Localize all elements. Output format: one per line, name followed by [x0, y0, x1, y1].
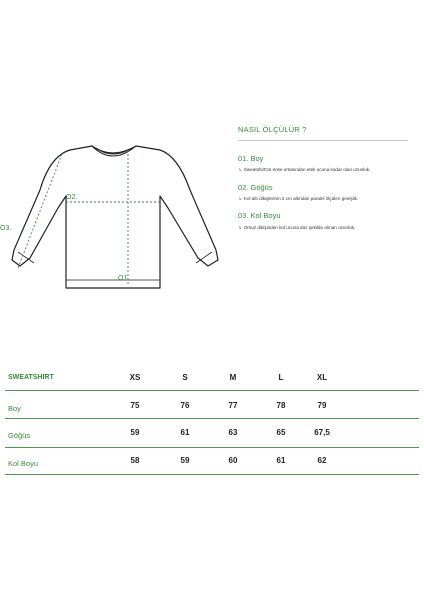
table-cell: 77: [228, 401, 238, 410]
row-label-kol-boyu: Kol Boyu: [8, 459, 39, 468]
table-cell: 59: [180, 456, 190, 465]
table-rule: [5, 447, 419, 448]
collar: [92, 146, 136, 156]
arrow-icon: ↳: [238, 167, 242, 172]
row-label-boy: Boy: [8, 404, 21, 413]
sweatshirt-diagram: [0, 120, 230, 310]
label-01: O1.: [118, 275, 130, 282]
measure-gogus-title: 02. Göğüs: [238, 183, 273, 192]
label-02: O2.: [66, 194, 78, 201]
table-rule: [5, 418, 419, 419]
table-cell: 58: [130, 456, 140, 465]
arrow-icon: ↳: [238, 225, 242, 230]
table-header-label: SWEATSHIRT: [8, 374, 54, 381]
size-m: M: [229, 373, 237, 382]
table-cell: 76: [180, 401, 190, 410]
table-cell: 60: [228, 456, 238, 465]
table-cell: 61: [276, 456, 286, 465]
size-s: S: [182, 373, 188, 382]
table-cell: 65: [276, 428, 286, 437]
measure-boy-desc: ↳ Sweatshirt'ün ense ortasından etek ucuna kadar olan uzunluk.: [238, 167, 371, 172]
howto-divider: [238, 140, 408, 141]
kol-measure-line: [18, 154, 62, 268]
measure-boy-title: 01. Boy: [238, 154, 264, 163]
size-l: L: [278, 373, 284, 382]
arrow-icon: ↳: [238, 196, 242, 201]
howto-title: NASIL ÖLÇÜLÜR ?: [238, 125, 307, 134]
table-cell: 59: [130, 428, 140, 437]
table-cell: 63: [228, 428, 238, 437]
table-cell: 75: [130, 401, 140, 410]
table-cell: 61: [180, 428, 190, 437]
table-cell: 67,5: [314, 428, 330, 437]
table-cell: 78: [276, 401, 286, 410]
label-03: O3.: [0, 225, 12, 232]
measure-kol-title: 03. Kol Boyu: [238, 211, 281, 220]
measure-kol-desc: ↳ Omuz dikişinden kol ucuna düz şekilde alınan uzunluk.: [238, 225, 356, 230]
size-xs: XS: [129, 373, 141, 382]
table-cell: 79: [317, 401, 327, 410]
table-rule: [5, 474, 419, 475]
table-rule: [5, 390, 419, 391]
right-cuff: [196, 252, 212, 263]
size-xl: XL: [316, 373, 328, 382]
row-label-gogus: Göğüs: [8, 431, 31, 440]
measure-gogus-desc: ↳ Kol altı dikişlerinin 2 cm altından paralel ölçülen genişlik.: [238, 196, 359, 201]
table-cell: 62: [317, 456, 327, 465]
sweatshirt-outline: [12, 146, 218, 288]
